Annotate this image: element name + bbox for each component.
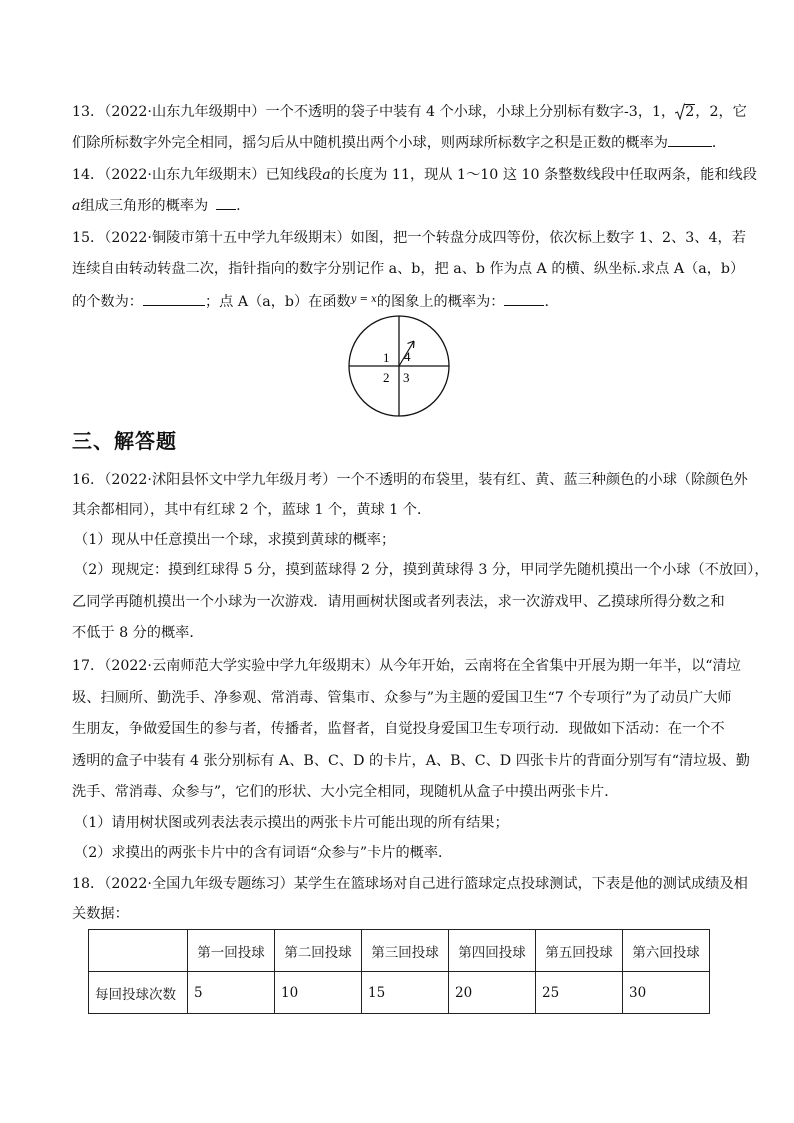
q15-line1: 15．（2022·铜陵市第十五中学九年级期末）如图，把一个转盘分成四等份，依次标上数字 1、2、3、4，若 (72, 230, 746, 246)
q17-line5: 洗手、常消毒、众参与”，它们的形状、大小完全相同，现随机从盒子中摸出两张卡片． (72, 784, 619, 800)
q15-end: . (544, 294, 549, 310)
q17-line3: 生朋友，争做爱国生的参与者，传播者，监督者，自觉投身爱国卫生专项行动．现做如下活动：在一个不 (72, 721, 725, 737)
q13-end: ． (711, 135, 727, 151)
q16-line2: 其余都相同），其中有红球 2 个，蓝球 1 个，黄球 1 个． (72, 502, 432, 518)
q18-line1: 18．（2022·全国九年级专题练习）某学生在篮球场对自己进行篮球定点投球测试，下表是他的测试成绩及相 (72, 876, 748, 892)
spinner-label-4: 4 (404, 349, 411, 364)
table-header-cell: 第四回投球 (449, 930, 536, 972)
table-cell: 30 (623, 972, 710, 1014)
table-header-cell (89, 930, 188, 972)
shooting-data-table (88, 929, 710, 1014)
q16-sub1: （1）现从中任意摸出一个球，求摸到黄球的概率； (74, 532, 396, 548)
spinner-label-3: 3 (403, 370, 410, 385)
q16-sub2-line3: 不低于 8 分的概率． (72, 625, 204, 641)
q15-answer-blank-1[interactable] (143, 291, 205, 306)
q14-line1 (72, 165, 757, 185)
q14-end: . (236, 198, 241, 214)
table-cell: 25 (536, 972, 623, 1014)
q15-text-c: 的图象上的概率为： (376, 294, 505, 310)
q15-line3 (72, 290, 549, 312)
table-header-cell: 第六回投球 (623, 930, 710, 972)
table-cell: 10 (275, 972, 362, 1014)
sqrt-two (675, 102, 695, 122)
q13-text-2: 们除所标数字外完全相同，摇匀后从中随机摸出两个小球，则两球所标数字之积是正数的概率为 (72, 135, 668, 151)
q13-answer-blank[interactable] (668, 132, 712, 147)
q14-line2 (72, 195, 241, 216)
spinner-label-1: 1 (383, 350, 390, 365)
q13-line1 (72, 102, 747, 122)
table-header-cell: 第二回投球 (275, 930, 362, 972)
q17-sub1: （1）请用树状图或列表法表示摸出的两张卡片可能出现的所有结果； (74, 815, 509, 831)
table-header-cell: 第三回投球 (362, 930, 449, 972)
q13-text-tail: ，2，它 (695, 104, 747, 120)
q16-sub2-line2: 乙同学再随机摸出一个小球为一次游戏．请用画树状图或者列表法，求一次游戏甲、乙摸球所得分数之和 (72, 594, 725, 610)
spinner-diagram (347, 314, 451, 418)
table-row-label: 每回投球次数 (89, 972, 188, 1014)
table-header-cell: 第五回投球 (536, 930, 623, 972)
q17-line4: 透明的盒子中装有 4 张分别标有 A、B、C、D 的卡片，A、B、C、D 四张卡片的背面分别写有“清垃圾、勤 (72, 753, 750, 769)
q15-line2: 连续自由转动转盘二次，指针指向的数字分别记作 a、b，把 a、b 作为点 A 的横、纵坐标.求点 A（a，b） (72, 261, 745, 277)
table-header-cell: 第一回投球 (188, 930, 275, 972)
spinner-label-2: 2 (383, 370, 390, 385)
q15-text-b: ；点 A（a，b）在函数 (204, 294, 351, 310)
q14-answer-blank[interactable] (216, 195, 236, 210)
q13-line2 (72, 132, 726, 153)
table-cell: 20 (449, 972, 536, 1014)
section-title: 三、解答题 (72, 429, 177, 453)
q14-text-c: 组成三角形的概率为 (80, 198, 209, 214)
q16-line1: 16．（2022·沭阳县怀文中学九年级月考）一个不透明的布袋里，装有红、黄、蓝三种颜色的小球（除颜色外 (72, 472, 748, 488)
table-row (89, 972, 710, 1014)
q18-line2: 关数据： (72, 906, 129, 922)
q17-line1: 17．（2022·云南师范大学实验中学九年级期末）从今年开始，云南将在全省集中开展为期一年半，以“清垃 (72, 658, 741, 674)
q17-line2: 圾、扫厕所、勤洗手、净参观、常消毒、管集市、众参与”为主题的爱国卫生“7 个专项行”为了动员广大师 (72, 690, 732, 706)
sqrt-argument: 2 (685, 104, 695, 120)
q14-var-a: a (322, 167, 331, 183)
q16-sub2-line1: （2）现规定：摸到红球得 5 分，摸到蓝球得 2 分，摸到黄球得 3 分，甲同学先随机摸出一个小球（不放回）， (74, 562, 769, 578)
q15-text-a: 的个数为： (72, 294, 143, 310)
q14-text-b: 的长度为 11，现从 1～10 这 10 条整数线段中任取两条，能和线段 (330, 167, 757, 183)
function-formula: y = x (350, 294, 377, 305)
q13-text: 13．（2022·山东九年级期中）一个不透明的袋子中装有 4 个小球，小球上分别标有数字-3，1， (72, 104, 676, 120)
table-cell: 15 (362, 972, 449, 1014)
q14-var-a-2: a (72, 198, 81, 214)
q17-sub2: （2）求摸出的两张卡片中的含有词语“众参与”卡片的概率． (74, 845, 453, 861)
table-cell: 5 (188, 972, 275, 1014)
q15-answer-blank-2[interactable] (504, 291, 544, 306)
q14-text-a: 14．（2022·山东九年级期末）已知线段 (72, 167, 323, 183)
table-header-row (89, 930, 710, 972)
